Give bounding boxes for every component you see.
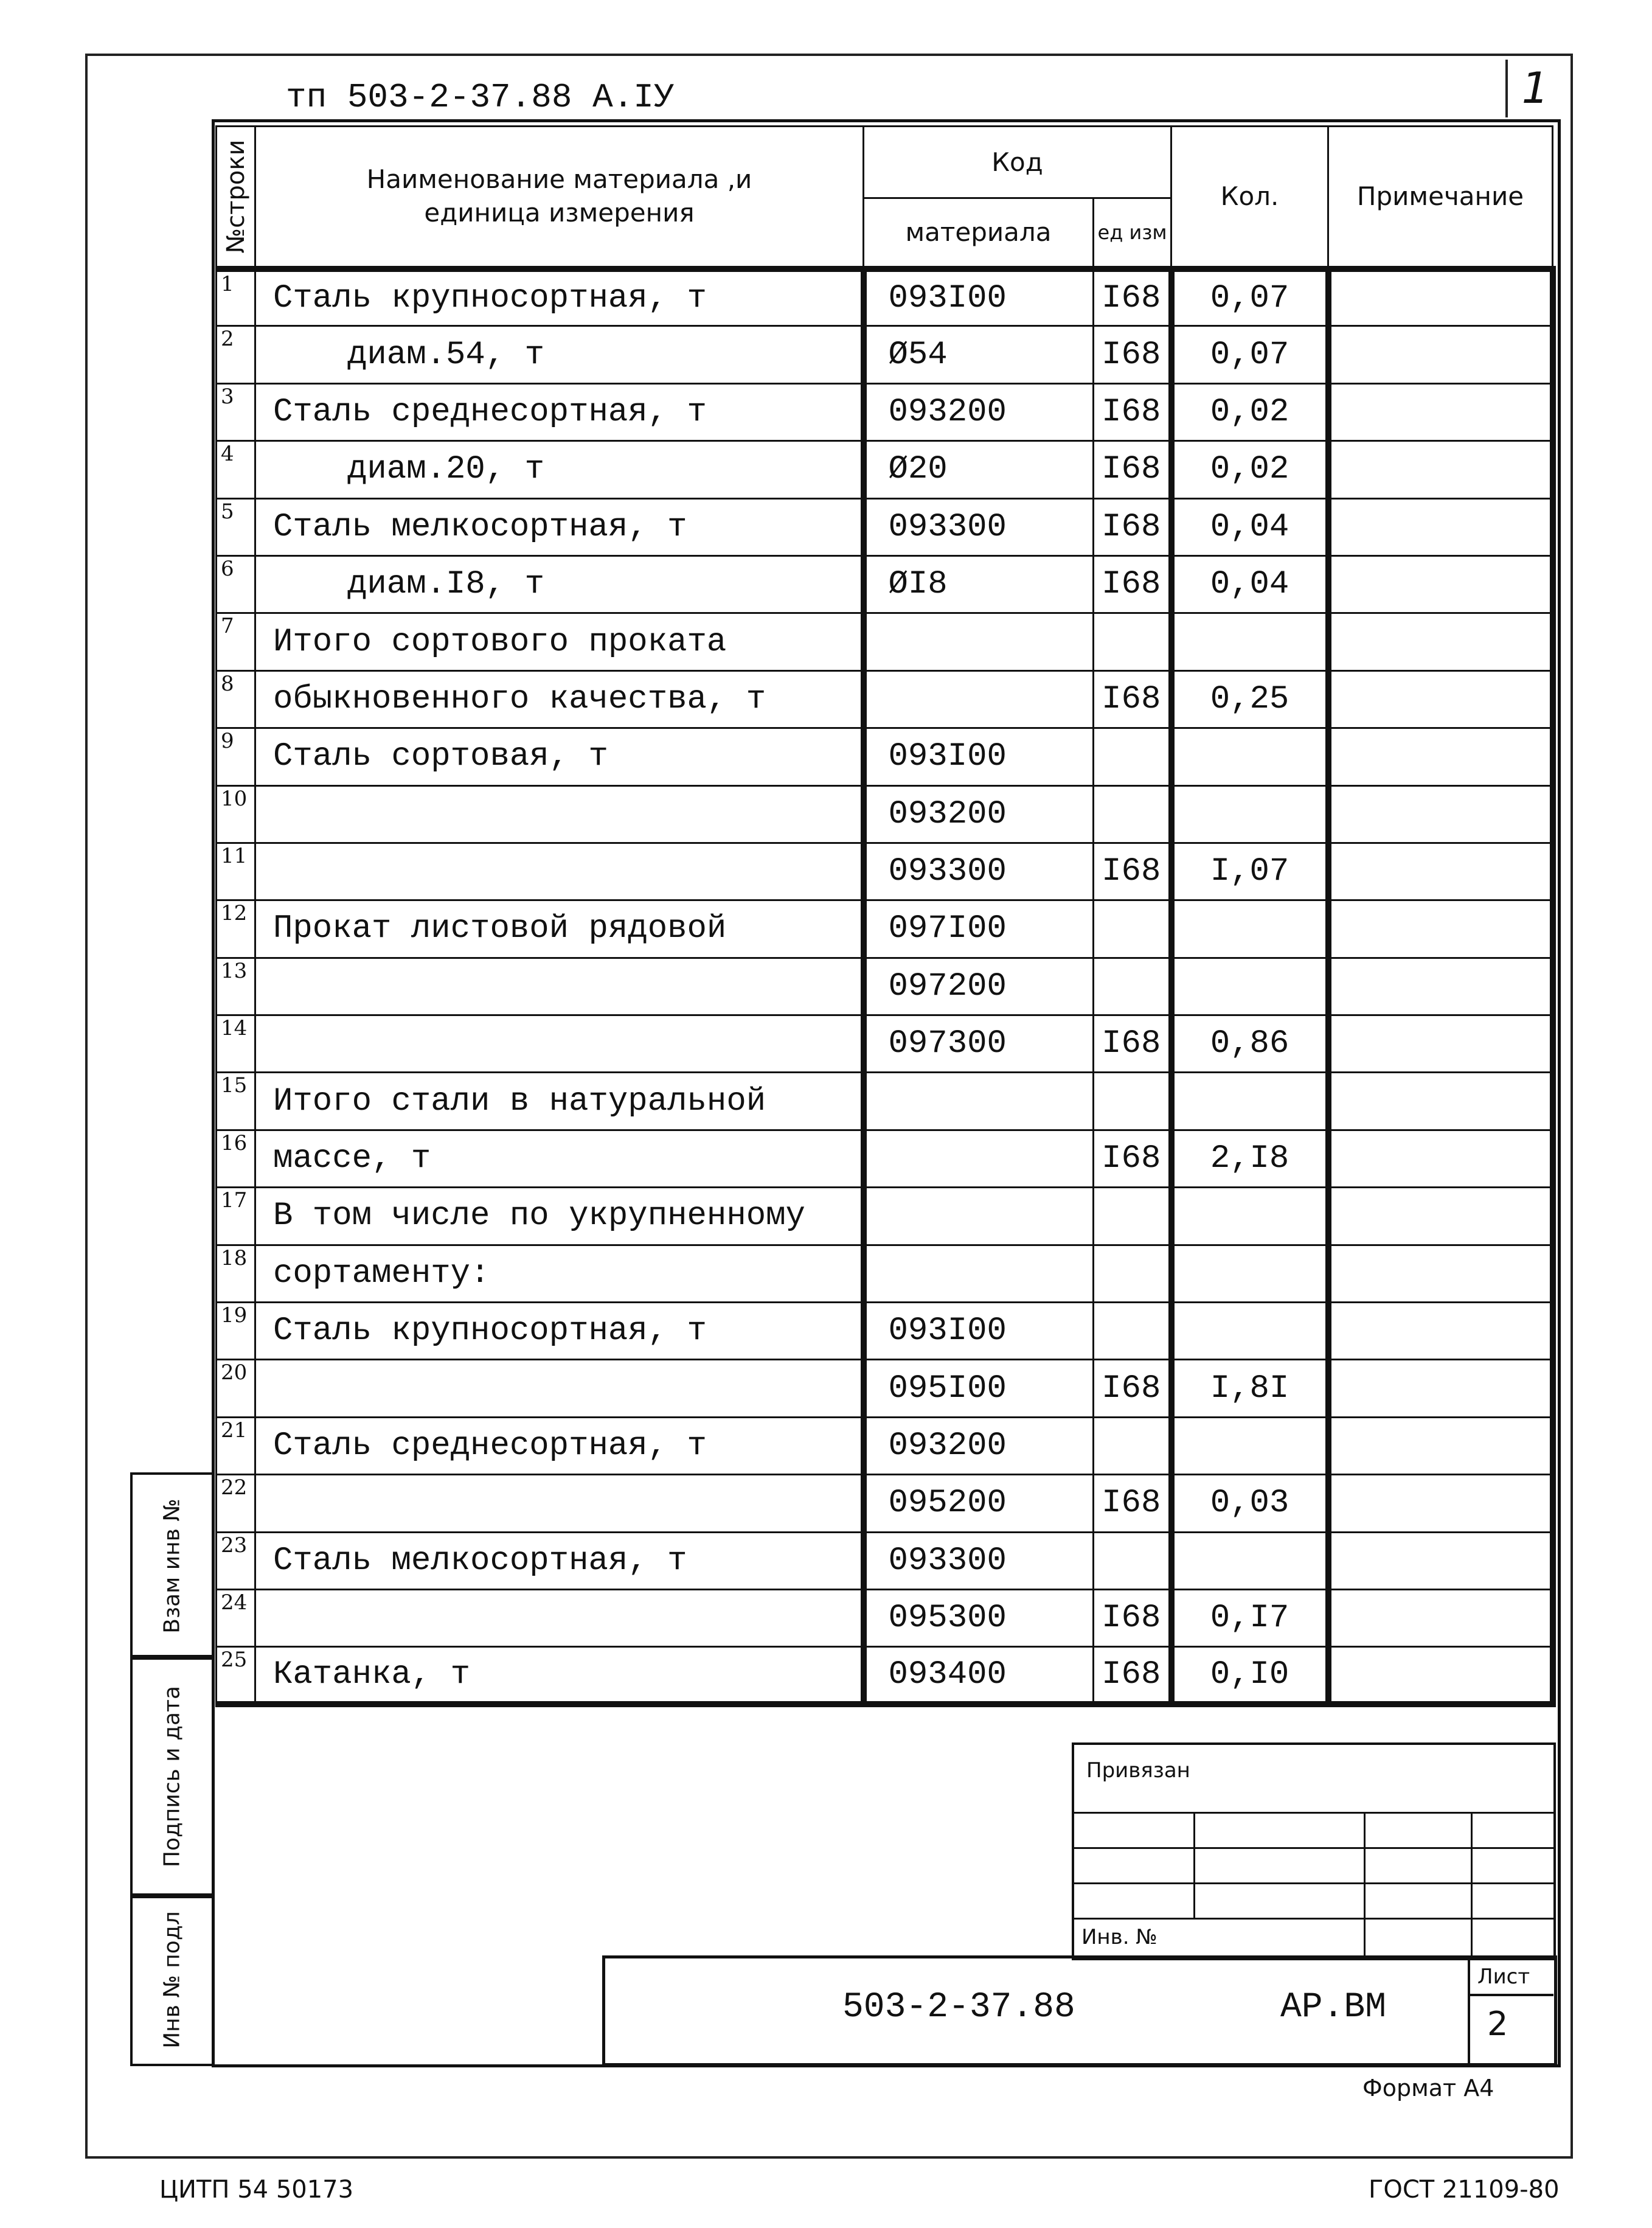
unit-code: I68 xyxy=(1094,1647,1171,1704)
material-code: 097200 xyxy=(864,958,1094,1015)
table-row xyxy=(217,1360,1553,1417)
note xyxy=(1328,1188,1553,1245)
unit-code xyxy=(1094,728,1171,785)
material-name xyxy=(255,785,864,843)
material-code: Ø54 xyxy=(864,326,1094,383)
unit-code: I68 xyxy=(1094,555,1171,613)
material-name: Итого сортового проката xyxy=(255,613,864,670)
material-code: 095200 xyxy=(864,1475,1094,1532)
row-number: 10 xyxy=(217,785,255,843)
quantity: 0,04 xyxy=(1171,498,1328,555)
bound-divider xyxy=(1364,1812,1366,1958)
row-number: 6 xyxy=(217,555,255,613)
note xyxy=(1328,1647,1553,1704)
table-row xyxy=(217,383,1553,440)
table-body xyxy=(217,269,1553,1705)
quantity xyxy=(1171,728,1328,785)
material-code xyxy=(864,1245,1094,1302)
row-number: 24 xyxy=(217,1589,255,1646)
quantity: 0,07 xyxy=(1171,326,1328,383)
sheet-label: Лист xyxy=(1477,1965,1530,1989)
material-code: 093200 xyxy=(864,1417,1094,1474)
material-code xyxy=(864,1073,1094,1130)
quantity: 0,07 xyxy=(1171,269,1328,326)
sheet-divider xyxy=(1470,1994,1553,1996)
row-number: 19 xyxy=(217,1303,255,1360)
table-row xyxy=(217,1188,1553,1245)
row-number: 15 xyxy=(217,1073,255,1130)
unit-code: I68 xyxy=(1094,1015,1171,1073)
table-row xyxy=(217,498,1553,555)
unit-code xyxy=(1094,785,1171,843)
material-name: Сталь мелкосортная, т xyxy=(255,1532,864,1589)
unit-code: I68 xyxy=(1094,1130,1171,1187)
material-name xyxy=(255,1015,864,1073)
unit-code xyxy=(1094,1073,1171,1130)
material-name xyxy=(255,958,864,1015)
unit-code xyxy=(1094,1245,1171,1302)
quantity: I,07 xyxy=(1171,843,1328,900)
quantity xyxy=(1171,958,1328,1015)
quantity: 0,86 xyxy=(1171,1015,1328,1073)
note xyxy=(1328,1303,1553,1360)
material-name: Сталь среднесортная, т xyxy=(255,1417,864,1474)
row-number: 7 xyxy=(217,613,255,670)
material-name: Итого стали в натуральной xyxy=(255,1073,864,1130)
row-number: 14 xyxy=(217,1015,255,1073)
table-row xyxy=(217,843,1553,900)
table-row xyxy=(217,958,1553,1015)
quantity xyxy=(1171,1532,1328,1589)
quantity xyxy=(1171,613,1328,670)
row-number: 1 xyxy=(217,269,255,326)
page-mark: 1 xyxy=(1505,60,1563,117)
unit-code: I68 xyxy=(1094,1360,1171,1417)
material-name xyxy=(255,1360,864,1417)
row-number: 3 xyxy=(217,383,255,440)
unit-code xyxy=(1094,958,1171,1015)
material-code: 093200 xyxy=(864,785,1094,843)
unit-code: I68 xyxy=(1094,843,1171,900)
unit-code: I68 xyxy=(1094,441,1171,498)
table-row xyxy=(217,1015,1553,1073)
row-number: 21 xyxy=(217,1417,255,1474)
designation: 503-2-37.88 xyxy=(842,1988,1075,2027)
material-code: ØI8 xyxy=(864,555,1094,613)
row-number: 16 xyxy=(217,1130,255,1187)
row-number: 17 xyxy=(217,1188,255,1245)
bound-block xyxy=(1072,1742,1556,1960)
title-block xyxy=(602,1955,1557,2066)
note xyxy=(1328,728,1553,785)
material-name: массе, т xyxy=(255,1130,864,1187)
note xyxy=(1328,670,1553,728)
row-number: 4 xyxy=(217,441,255,498)
note xyxy=(1328,1532,1553,1589)
unit-code xyxy=(1094,900,1171,958)
unit-code xyxy=(1094,1188,1171,1245)
material-name xyxy=(255,1589,864,1646)
material-code: 093I00 xyxy=(864,728,1094,785)
column-header-name: Наименование материала ,и единица измерения xyxy=(255,127,864,269)
row-number: 9 xyxy=(217,728,255,785)
row-number: 11 xyxy=(217,843,255,900)
material-code: 097I00 xyxy=(864,900,1094,958)
unit-code: I68 xyxy=(1094,269,1171,326)
note xyxy=(1328,1015,1553,1073)
bound-divider xyxy=(1074,1882,1553,1884)
material-name: Сталь среднесортная, т xyxy=(255,383,864,440)
material-code xyxy=(864,1188,1094,1245)
quantity: 2,I8 xyxy=(1171,1130,1328,1187)
quantity xyxy=(1171,1417,1328,1474)
material-code: 093200 xyxy=(864,383,1094,440)
note xyxy=(1328,1360,1553,1417)
document-mark: АР.ВМ xyxy=(1280,1988,1387,2027)
note xyxy=(1328,613,1553,670)
quantity: 0,I0 xyxy=(1171,1647,1328,1704)
bound-divider xyxy=(1471,1812,1473,1958)
table-row xyxy=(217,728,1553,785)
material-name: диам.I8, т xyxy=(255,555,864,613)
note xyxy=(1328,1475,1553,1532)
note xyxy=(1328,555,1553,613)
document-code: тп 503-2-37.88 А.IУ xyxy=(286,78,675,117)
table-row xyxy=(217,1589,1553,1646)
margin-box-vzam xyxy=(130,1472,214,1660)
row-number: 5 xyxy=(217,498,255,555)
table-row xyxy=(217,613,1553,670)
footer-standard: ГОСТ 21109-80 xyxy=(1369,2176,1560,2204)
table-row xyxy=(217,1130,1553,1187)
unit-code xyxy=(1094,1303,1171,1360)
table-row xyxy=(217,269,1553,326)
format-label: Формат А4 xyxy=(1362,2075,1494,2101)
quantity: I,8I xyxy=(1171,1360,1328,1417)
material-code: 093I00 xyxy=(864,269,1094,326)
unit-code: I68 xyxy=(1094,498,1171,555)
material-name: Катанка, т xyxy=(255,1647,864,1704)
table-row xyxy=(217,1073,1553,1130)
bound-divider xyxy=(1074,1918,1553,1920)
column-header-qty: Кол. xyxy=(1171,127,1328,269)
quantity: 0,04 xyxy=(1171,555,1328,613)
row-number: 25 xyxy=(217,1647,255,1704)
table-row xyxy=(217,555,1553,613)
note xyxy=(1328,843,1553,900)
row-number: 2 xyxy=(217,326,255,383)
unit-code: I68 xyxy=(1094,1475,1171,1532)
table-row xyxy=(217,1647,1553,1704)
unit-code xyxy=(1094,613,1171,670)
material-code: 095I00 xyxy=(864,1360,1094,1417)
quantity: 0,I7 xyxy=(1171,1589,1328,1646)
table-row xyxy=(217,670,1553,728)
material-code: 095300 xyxy=(864,1589,1094,1646)
footer-left-code: ЦИТП 54 50173 xyxy=(159,2176,354,2204)
sheet-cell xyxy=(1468,1958,1553,2063)
column-header-code-material: материала xyxy=(864,198,1094,269)
note xyxy=(1328,1245,1553,1302)
material-name: Сталь сортовая, т xyxy=(255,728,864,785)
material-code: 093400 xyxy=(864,1647,1094,1704)
unit-code xyxy=(1094,1417,1171,1474)
row-number: 22 xyxy=(217,1475,255,1532)
material-code: Ø20 xyxy=(864,441,1094,498)
material-name: В том числе по укрупненному xyxy=(255,1188,864,1245)
row-number: 20 xyxy=(217,1360,255,1417)
margin-box-signature xyxy=(130,1655,214,1898)
quantity: 0,25 xyxy=(1171,670,1328,728)
material-code: 093300 xyxy=(864,843,1094,900)
table-row xyxy=(217,1303,1553,1360)
table-row xyxy=(217,441,1553,498)
material-name: диам.54, т xyxy=(255,326,864,383)
note xyxy=(1328,441,1553,498)
material-name: диам.20, т xyxy=(255,441,864,498)
material-name: Прокат листовой рядовой xyxy=(255,900,864,958)
note xyxy=(1328,1589,1553,1646)
table-row xyxy=(217,1532,1553,1589)
quantity: 0,02 xyxy=(1171,441,1328,498)
margin-label-signature: Подпись и дата xyxy=(159,1685,185,1868)
note xyxy=(1328,1073,1553,1130)
material-code: 093300 xyxy=(864,1532,1094,1589)
note xyxy=(1328,1417,1553,1474)
material-name xyxy=(255,1475,864,1532)
unit-code: I68 xyxy=(1094,670,1171,728)
quantity: 0,02 xyxy=(1171,383,1328,440)
note xyxy=(1328,269,1553,326)
note xyxy=(1328,326,1553,383)
quantity xyxy=(1171,900,1328,958)
table-row xyxy=(217,1245,1553,1302)
row-number: 12 xyxy=(217,900,255,958)
row-number: 8 xyxy=(217,670,255,728)
column-header-row-number: №строки xyxy=(217,127,255,269)
row-number: 13 xyxy=(217,958,255,1015)
table-row xyxy=(217,1417,1553,1474)
material-name: Сталь крупносортная, т xyxy=(255,269,864,326)
margin-box-inv-podl xyxy=(130,1893,214,2066)
material-code xyxy=(864,613,1094,670)
table-row xyxy=(217,785,1553,843)
material-code xyxy=(864,670,1094,728)
bound-divider xyxy=(1193,1812,1195,1918)
material-code: 097300 xyxy=(864,1015,1094,1073)
row-number: 18 xyxy=(217,1245,255,1302)
material-name: Сталь крупносортная, т xyxy=(255,1303,864,1360)
material-code xyxy=(864,1130,1094,1187)
table-row xyxy=(217,1475,1553,1532)
material-name: Сталь мелкосортная, т xyxy=(255,498,864,555)
note xyxy=(1328,900,1553,958)
quantity xyxy=(1171,1073,1328,1130)
table-row xyxy=(217,900,1553,958)
unit-code: I68 xyxy=(1094,1589,1171,1646)
note xyxy=(1328,498,1553,555)
material-code: 093300 xyxy=(864,498,1094,555)
note xyxy=(1328,958,1553,1015)
sheet-number: 2 xyxy=(1487,2005,1508,2043)
quantity xyxy=(1171,785,1328,843)
margin-label-inv-podl: Инв № подл xyxy=(159,1911,185,2049)
table-row xyxy=(217,326,1553,383)
quantity xyxy=(1171,1188,1328,1245)
bound-divider xyxy=(1074,1812,1553,1814)
quantity xyxy=(1171,1245,1328,1302)
materials-table xyxy=(215,125,1552,1707)
row-number: 23 xyxy=(217,1532,255,1589)
column-header-note: Примечание xyxy=(1328,127,1553,269)
inventory-label: Инв. № xyxy=(1081,1925,1157,1949)
unit-code xyxy=(1094,1532,1171,1589)
note xyxy=(1328,383,1553,440)
margin-label-vzam: Взам инв № xyxy=(159,1499,185,1634)
material-name: обыкновенного качества, т xyxy=(255,670,864,728)
column-header-code: Код xyxy=(864,127,1171,198)
material-code: 093I00 xyxy=(864,1303,1094,1360)
bound-label: Привязан xyxy=(1086,1758,1190,1783)
quantity xyxy=(1171,1303,1328,1360)
note xyxy=(1328,785,1553,843)
material-name: сортаменту: xyxy=(255,1245,864,1302)
unit-code: I68 xyxy=(1094,383,1171,440)
unit-code: I68 xyxy=(1094,326,1171,383)
bound-divider xyxy=(1074,1847,1553,1849)
note xyxy=(1328,1130,1553,1187)
material-name xyxy=(255,843,864,900)
column-header-code-unit: ед изм xyxy=(1094,198,1171,269)
quantity: 0,03 xyxy=(1171,1475,1328,1532)
